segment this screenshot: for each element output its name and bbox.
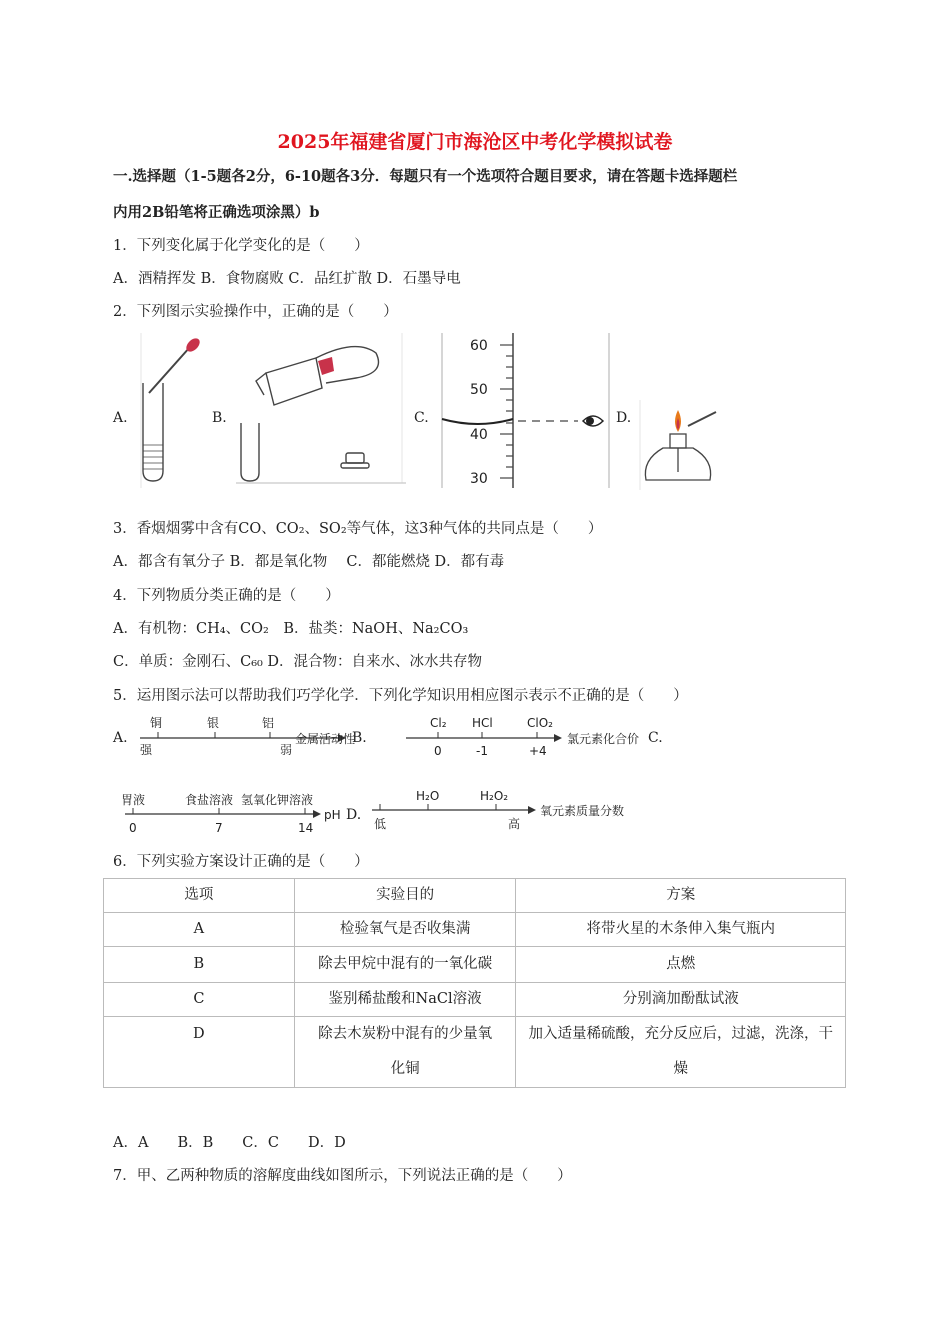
table-row xyxy=(104,913,846,947)
page-title: 2025年福建省厦门市海沧区中考化学模拟试卷 xyxy=(277,131,673,153)
row-d-option: D xyxy=(104,1017,295,1088)
q2-label-d: D. xyxy=(616,410,632,426)
header-plan: 方案 xyxy=(516,879,846,913)
q5c-item-gastric: 胃液 xyxy=(121,793,146,807)
q5a-item-ag: 银 xyxy=(207,716,220,730)
q3-stem: 3．香烟烟雾中含有CO、CO₂、SO₂等气体，这3种气体的共同点是（ ） xyxy=(113,521,603,537)
q3-options: A．都含有氧分子 B．都是氧化物 C．都能燃烧 D．都有毒 xyxy=(113,554,505,570)
q5c-value-14: 14 xyxy=(298,821,314,835)
q6-stem: 6．下列实验方案设计正确的是（ ） xyxy=(113,854,369,870)
q4-stem: 4．下列物质分类正确的是（ ） xyxy=(113,588,340,604)
q5c-value-0: 0 xyxy=(129,821,137,835)
q2-cylinder-reading-figure xyxy=(438,333,613,488)
q5-label-b: B. xyxy=(352,730,367,746)
section-heading-line1: 一.选择题（1-5题各2分，6-10题各3分．每题只有一个选项符合题目要求，请在答题卡选择题栏 xyxy=(113,168,738,185)
q5b-value-pos4: +4 xyxy=(529,744,547,758)
row-a-plan: 将带火星的木条伸入集气瓶内 xyxy=(516,913,846,947)
q2-dropper-figure xyxy=(135,333,205,488)
q5d-item-h2o2: H₂O₂ xyxy=(480,789,509,803)
q2-alcohol-lamp-figure xyxy=(638,400,723,490)
q2-label-b: B. xyxy=(212,410,227,426)
q5c-item-koh: 氢氧化钾溶液 xyxy=(241,793,314,807)
q5-diagram-a xyxy=(130,712,370,760)
q5a-axis-label: 金属活动性 xyxy=(295,732,356,746)
q1-options: A．酒精挥发 B．食物腐败 C．品红扩散 D．石墨导电 xyxy=(113,271,461,287)
row-c-aim: 鉴别稀盐酸和NaCl溶液 xyxy=(294,983,516,1017)
q2-label-a: A. xyxy=(113,410,128,426)
row-d-plan: 加入适量稀硫酸，充分反应后，过滤，洗涤，干燥 xyxy=(516,1017,846,1088)
cylinder-tick-40: 40 xyxy=(470,427,488,443)
q2-pouring-figure xyxy=(236,333,406,488)
q5-stem: 5．运用图示法可以帮助我们巧学化学．下列化学知识用相应图示表示不正确的是（ ） xyxy=(113,688,688,704)
q5d-item-h2o: H₂O xyxy=(416,789,440,803)
table-row xyxy=(104,983,846,1017)
q5b-item-clo2: ClO₂ xyxy=(527,716,553,730)
q5-label-a: A. xyxy=(113,730,128,746)
q5b-value-neg1: -1 xyxy=(476,744,488,758)
q5c-item-saltwater: 食盐溶液 xyxy=(185,793,234,807)
q5d-right-high: 高 xyxy=(508,817,521,831)
q5-diagram-b xyxy=(372,712,662,760)
q5a-item-cu: 铜 xyxy=(150,716,163,730)
q4-options-line1: A．有机物：CH₄、CO₂ B．盐类：NaOH、Na₂CO₃ xyxy=(113,621,469,637)
row-d-aim: 除去木炭粉中混有的少量氧化铜 xyxy=(294,1017,516,1088)
q5a-item-al: 铝 xyxy=(262,716,275,730)
q5a-right-weak: 弱 xyxy=(280,743,293,757)
cylinder-tick-60: 60 xyxy=(470,338,488,354)
q5d-axis-label: 氧元素质量分数 xyxy=(540,804,625,818)
q5b-item-hcl: HCl xyxy=(472,716,493,730)
q5b-item-cl2: Cl₂ xyxy=(430,716,447,730)
section-heading-line2: 内用2B铅笔将正确选项涂黑）b xyxy=(113,204,320,221)
q5b-axis-label: 氯元素化合价 xyxy=(567,732,640,746)
q6-table xyxy=(103,878,846,1088)
q6-answer-options: A．A B．B C．C D．D xyxy=(113,1135,346,1151)
q5-label-c: C. xyxy=(648,730,663,746)
q5-diagram-d xyxy=(368,786,628,836)
q5d-left-low: 低 xyxy=(374,817,387,831)
q4-options-line2: C．单质：金刚石、C₆₀ D．混合物：自来水、冰水共存物 xyxy=(113,654,483,670)
table-row xyxy=(104,947,846,983)
row-b-aim: 除去甲烷中混有的一氧化碳 xyxy=(294,947,516,983)
row-c-plan: 分别滴加酚酞试液 xyxy=(516,983,846,1017)
row-a-option: A xyxy=(104,913,295,947)
row-c-option: C xyxy=(104,983,295,1017)
q5-label-d: D. xyxy=(346,807,362,823)
header-option: 选项 xyxy=(104,879,295,913)
header-aim: 实验目的 xyxy=(294,879,516,913)
table-header-row xyxy=(104,879,846,913)
cylinder-tick-30: 30 xyxy=(470,471,488,487)
row-a-aim: 检验氧气是否收集满 xyxy=(294,913,516,947)
row-b-plan: 点燃 xyxy=(516,947,846,983)
q5b-value-0: 0 xyxy=(434,744,442,758)
row-b-option: B xyxy=(104,947,295,983)
cylinder-tick-50: 50 xyxy=(470,382,488,398)
q5a-left-strong: 强 xyxy=(140,743,153,757)
q2-stem: 2．下列图示实验操作中，正确的是（ ） xyxy=(113,304,398,320)
q5-diagram-c xyxy=(115,790,345,838)
q7-stem: 7．甲、乙两种物质的溶解度曲线如图所示，下列说法正确的是（ ） xyxy=(113,1168,572,1184)
q1-stem: 1．下列变化属于化学变化的是（ ） xyxy=(113,238,369,254)
q5c-value-7: 7 xyxy=(215,821,223,835)
q5c-axis-label: pH xyxy=(324,808,341,822)
q2-label-c: C. xyxy=(414,410,429,426)
table-row xyxy=(104,1017,846,1088)
